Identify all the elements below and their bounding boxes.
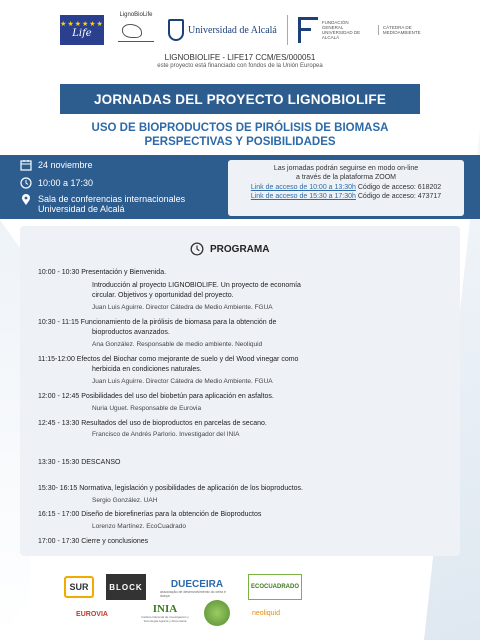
- schedule-item-1-desc-2: circular. Objetivos y oportunidad del proyecto.: [92, 292, 234, 299]
- clock-icon: [190, 242, 204, 256]
- zoom-link-morning[interactable]: Link de acceso de 10:00 a 13:30h: [250, 183, 356, 191]
- time-row: [20, 177, 93, 189]
- catedra-logo-text: CÁTEDRA DE MEDIOAMBIENTE: [378, 25, 418, 35]
- schedule-item-9: 17:00 - 17:30 Cierre y conclusiones: [38, 538, 149, 545]
- online-line-2: a través de la plataforma ZOOM: [296, 174, 396, 182]
- online-info-box: [228, 160, 464, 216]
- schedule-item-8: 16:15 - 17:00 Diseño de biorefinerías para la obtención de Bioproductos: [38, 511, 262, 518]
- schedule-item-2-desc-1: bioproductos avanzados.: [92, 329, 170, 336]
- online-line-1: Las jornadas podrán seguirse en modo on-line: [273, 165, 419, 172]
- schedule-item-3: 11:15-12:00 Efectos del Biochar como mejorante de suelo y del Wood vinegar como: [38, 356, 299, 363]
- globe-logo-icon: [204, 600, 230, 626]
- schedule-item-1-desc-1: Introducción al proyecto LIGNOBIOLIFE. Un proyecto de economía: [92, 282, 301, 289]
- calendar-icon: [20, 159, 32, 171]
- inia-subtitle: Instituto Nacional de Investigación y Tecnología Agraria y Alimentaria: [141, 615, 189, 623]
- inia-logo-text: INIA: [152, 603, 178, 615]
- schedule-item-2: 10:30 - 11:15 Funcionamiento de la pirólisis de biomasa para la obtención de: [38, 319, 277, 326]
- neoliquid-logo: neoliquid: [251, 609, 281, 617]
- partner-logos: [60, 8, 420, 52]
- location-pin-icon: [20, 194, 32, 206]
- schedule-item-3-speaker: Juan Luis Aguirre. Director Cátedra de Medio Ambiente. FGUA: [92, 378, 273, 385]
- schedule-item-7-speaker: Sergio González. UAH: [92, 497, 158, 504]
- inia-logo: [136, 600, 194, 626]
- access-code-afternoon: Código de acceso: 473717: [357, 193, 442, 201]
- online-link-row-1: [234, 183, 458, 192]
- schedule-item-4: 12:00 - 12:45 Posibilidades del uso del biobetún para aplicación en asfaltos.: [38, 393, 274, 400]
- subtitle-line-2: PERSPECTIVAS Y POSIBILIDADES: [144, 136, 336, 148]
- fgua-logo: [298, 17, 368, 43]
- zoom-link-afternoon[interactable]: Link de acceso de 15:30 a 17:30h: [250, 193, 356, 201]
- uah-shield-icon: [168, 19, 184, 41]
- schedule-item-5: 12:45 - 13:30 Resultados del uso de bioproductos en parcelas de secano.: [38, 420, 267, 427]
- sur-logo: SUR: [64, 576, 94, 598]
- event-time: 10:00 a 17:30: [38, 178, 94, 188]
- event-date: 24 noviembre: [38, 160, 93, 170]
- dueceira-logo: [160, 576, 234, 600]
- dueceira-logo-text: DUECEIRA: [170, 578, 224, 590]
- access-code-morning: Código de acceso: 618202: [357, 183, 442, 191]
- schedule-item-1: 10:00 - 10:30 Presentación y Bienvenida.: [38, 269, 167, 276]
- dueceira-subtitle: associação de desenvolvimento do ceira e dueça: [160, 589, 226, 598]
- uah-logo: [168, 19, 277, 41]
- event-place: [38, 194, 185, 214]
- schedule-item-8-speaker: Lorenzo Martínez. EcoCuadrado: [92, 523, 186, 530]
- project-code: LIGNOBIOLIFE - LIFE17 CCM/ES/000051: [164, 53, 316, 62]
- schedule-item-2-speaker: Ana González. Responsable de medio ambiente. Neoliquid: [92, 341, 263, 348]
- clock-icon: [20, 177, 32, 189]
- lignobiolife-logo: [114, 12, 158, 48]
- subtitle-line-1: USO DE BIOPRODUCTOS DE PIRÓLISIS DE BIOMASA: [91, 122, 389, 134]
- eurovia-logo: EUROVIA: [76, 610, 108, 618]
- schedule-item-1-speaker: Juan Luis Aguirre. Director Cátedra de Medio Ambiente. FGUA: [92, 304, 273, 311]
- programa-title: PROGRAMA: [210, 243, 270, 255]
- schedule-item-4-speaker: Nuria Uguet. Responsable de Eurovia: [92, 405, 202, 412]
- date-row: [20, 159, 93, 171]
- online-link-row-2: [234, 192, 458, 201]
- fgua-logo-text: FUNDACIÓN GENERAL UNIVERSIDAD DE ALCALÁ: [321, 20, 361, 40]
- eu-stars: ★★★★★★: [60, 21, 104, 28]
- place-row: [20, 194, 185, 214]
- ecocuadrado-logo: ECOCUADRADO: [248, 574, 302, 600]
- schedule-item-6: 13:30 - 15:30 DESCANSO: [38, 459, 121, 466]
- schedule-item-7: 15:30- 16:15 Normativa, legislación y posibilidades de aplicación de los bioproductos.: [38, 485, 303, 492]
- programa-heading: [190, 242, 269, 256]
- eu-life-label: Life: [72, 28, 92, 39]
- divider: [287, 15, 288, 45]
- fgua-f-icon: [298, 17, 318, 43]
- uah-logo-text: Universidad de Alcalá: [188, 24, 277, 36]
- subtitle: [0, 121, 480, 149]
- schedule-item-5-speaker: Francisco de Andrés Parlorio. Investigador del INIA: [92, 431, 240, 438]
- page-title: JORNADAS DEL PROYECTO LIGNOBIOLIFE: [60, 84, 420, 114]
- place-line-1: Sala de conferencias internacionales: [38, 194, 186, 204]
- eu-life-logo: [60, 15, 104, 45]
- financing-note: este proyecto está financiado con fondos de la Unión Europea: [157, 63, 323, 69]
- place-line-2: Universidad de Alcalá: [38, 204, 125, 214]
- block-logo: BLOCK: [106, 574, 146, 600]
- lignobiolife-sketch-icon: [118, 18, 154, 42]
- schedule-item-3-desc-1: herbicida en condiciones naturales.: [92, 366, 202, 373]
- lignobiolife-logo-text: LignoBioLife: [119, 12, 153, 18]
